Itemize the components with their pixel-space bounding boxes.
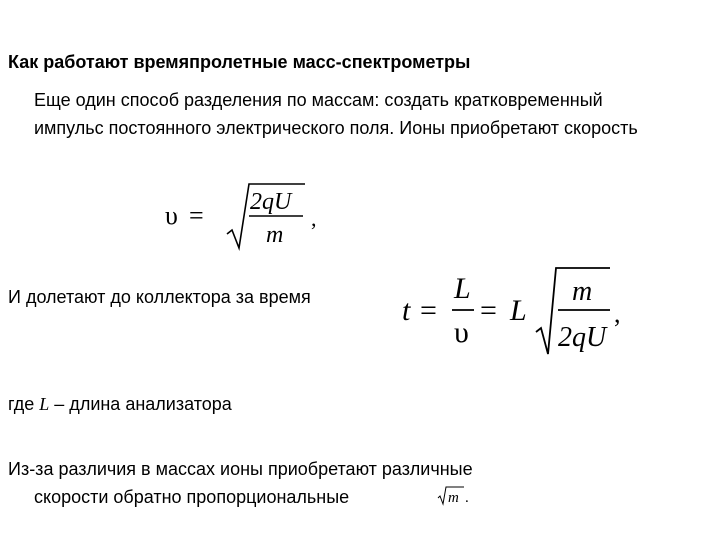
paragraph-pulse-method: Еще один способ разделения по массам: создать кратковременный импульс постоянного электрического поля. Ионы приобретают скорость: [34, 90, 638, 138]
formula-time-svg: [398, 262, 638, 362]
equals-sign-1: =: [420, 294, 437, 327]
time-symbol: t: [402, 294, 411, 327]
trailing-comma: ,: [311, 206, 317, 231]
fraction-denominator-v: υ: [454, 316, 469, 349]
text-suffix: – длина анализатора: [49, 394, 232, 414]
paragraph-velocity-difference: [8, 455, 648, 511]
formula-sqrt-m-svg: [436, 484, 476, 508]
equals-sign: =: [189, 201, 204, 230]
variable-L: L: [39, 394, 50, 414]
equals-sign-2: =: [480, 294, 497, 327]
trailing-comma: ,: [614, 299, 621, 328]
formula-velocity: [165, 180, 335, 257]
paragraph-flight-time: И долетают до коллектора за время: [8, 287, 311, 307]
formula-velocity-svg: [165, 180, 335, 252]
slide-title: Как работают времяпролетные масс-спектрометры: [8, 52, 471, 72]
numerator-2qU: 2qU: [250, 189, 292, 215]
paragraph4-line1: Из-за различия в массах ионы приобретают различные: [8, 459, 473, 479]
numerator-m: m: [572, 276, 593, 307]
formula-sqrt-m: [436, 484, 476, 513]
denominator-m: m: [266, 222, 284, 248]
denominator-2qU: 2qU: [558, 322, 607, 353]
velocity-symbol: υ: [165, 201, 178, 230]
paragraph4-line2: скорости обратно пропорциональные: [34, 487, 350, 507]
coefficient-L: L: [510, 294, 527, 327]
fraction-numerator-L: L: [454, 272, 471, 305]
trailing-period: .: [465, 490, 469, 506]
paragraph-analyzer-length: [8, 390, 232, 418]
text-prefix: где: [8, 394, 40, 414]
radicand-m: m: [448, 490, 459, 506]
formula-time: [398, 262, 638, 367]
